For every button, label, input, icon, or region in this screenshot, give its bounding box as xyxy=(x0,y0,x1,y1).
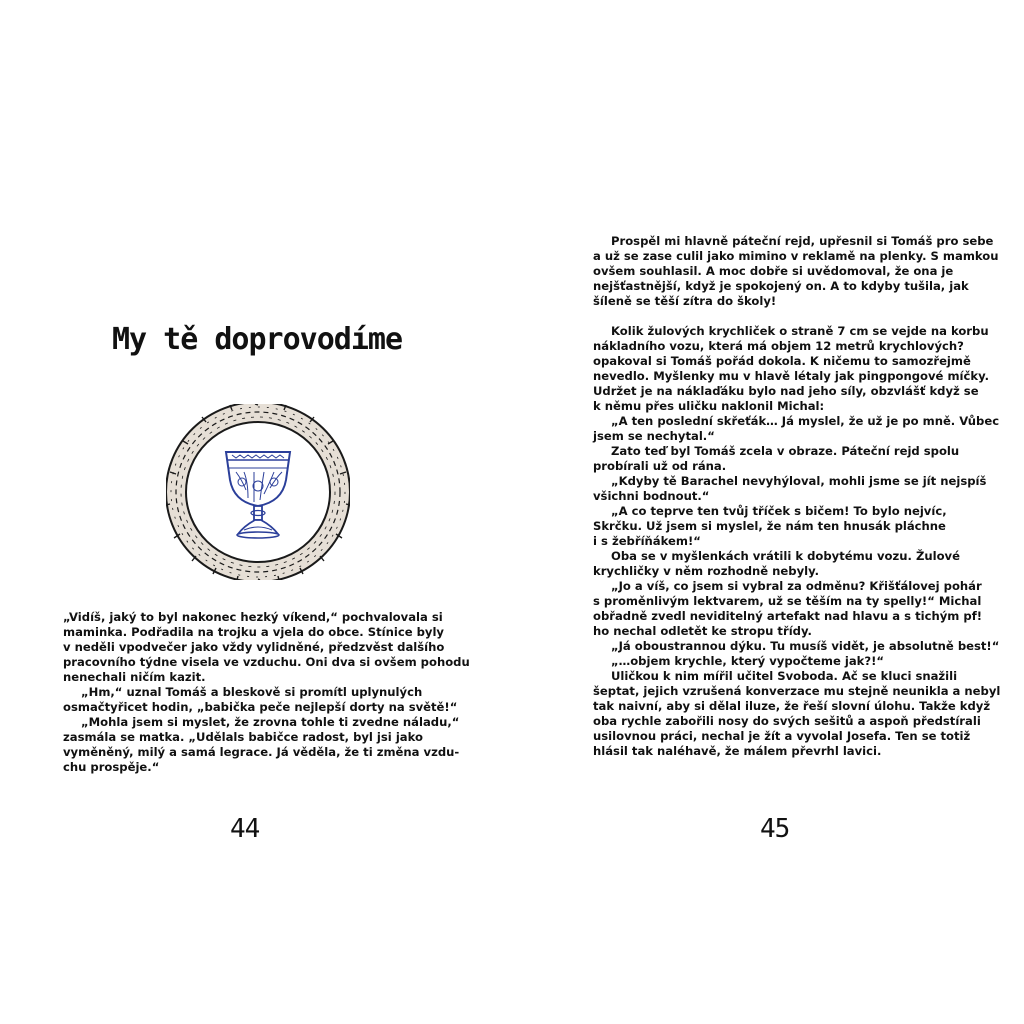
text-line: nevedlo. Myšlenky mu v hlavě létaly jak pingpongové míčky. xyxy=(593,369,989,383)
text-line: ovšem souhlasil. A moc dobře si uvědomoval, že ona je xyxy=(593,264,954,278)
text-line: nejšťastnější, když je spokojený on. A to kdyby tušila, jak xyxy=(593,279,969,293)
goblet-icon xyxy=(226,452,290,538)
text-line: šeptat, jejich vzrušená konverzace mu stejně neunikla a nebyl xyxy=(593,684,1001,698)
text-line: Udržet je na náklaďáku bylo nad jeho síly, obzvlášť když se xyxy=(593,384,979,398)
text-line: obřadně zvedl neviditelný artefakt nad hlavu a s tichým pf! xyxy=(593,609,983,623)
text-line: „Já oboustrannou dýku. Tu musíš vidět, je absolutně best!“ xyxy=(611,639,1000,653)
page-number-right: 45 xyxy=(760,814,790,844)
text-line: „Mohla jsem si myslet, že zrovna tohle ti zvedne náladu,“ xyxy=(81,715,460,729)
text-line: probírali už od rána. xyxy=(593,459,727,473)
text-line: „Kdyby tě Barachel nevyhýloval, mohli jsme se jít nejspíš xyxy=(611,474,987,488)
text-line: všichni bodnout.“ xyxy=(593,489,710,503)
text-line: „Hm,“ uznal Tomáš a bleskově si promítl uplynulých xyxy=(81,685,423,699)
page-number-left: 44 xyxy=(230,814,260,844)
text-line: maminka. Podřadila na trojku a vjela do obce. Stínice byly xyxy=(63,625,444,639)
text-line: oba rychle zabořili nosy do svých sešitů a aspoň předstírali xyxy=(593,714,981,728)
text-line: opakoval si Tomáš pořád dokola. K ničemu to samozřejmě xyxy=(593,354,971,368)
text-line: Oba se v myšlenkách vrátili k dobytému vozu. Žulové xyxy=(611,549,960,563)
text-line: „Vidíš, jaký to byl nakonec hezký víkend,“ pochvalovala si xyxy=(63,610,443,624)
left-page-text xyxy=(63,610,470,775)
text-line: hlásil tak naléhavě, že málem převrhl lavici. xyxy=(593,744,882,758)
text-line: v neděli vpodvečer jako vždy vylidněné, předzvěst dalšího xyxy=(63,640,445,654)
text-line: „…objem krychle, který vypočteme jak?!“ xyxy=(611,654,885,668)
paragraph-gap xyxy=(593,309,973,324)
text-line: nenechali ničím kazit. xyxy=(63,670,206,684)
text-line: pracovního týdne visela ve vzduchu. Oni dva si ovšem pohodu xyxy=(63,655,470,669)
text-line: „A ten poslední skřeťák… Já myslel, že už je po mně. Vůbec xyxy=(611,414,1000,428)
text-line: i s žebříňákem!“ xyxy=(593,534,701,548)
text-line: osmačtyřicet hodin, „babička peče nejlepší dorty na světě!“ xyxy=(63,700,458,714)
text-line: usilovnou práci, nechal je žít a vyvolal Josefa. Ten se totiž xyxy=(593,729,971,743)
text-line: Prospěl mi hlavně páteční rejd, upřesnil si Tomáš pro sebe xyxy=(611,234,994,248)
right-page-text xyxy=(593,234,1001,759)
text-line: nákladního vozu, která má objem 12 metrů krychlových? xyxy=(593,339,964,353)
text-line: chu prospěje.“ xyxy=(63,760,160,774)
text-line: krychličky v něm rozhodně nebyly. xyxy=(593,564,820,578)
text-line: k němu přes uličku naklonil Michal: xyxy=(593,399,825,413)
text-line: Kolik žulových krychliček o straně 7 cm se vejde na korbu xyxy=(611,324,989,338)
text-line: Zato teď byl Tomáš zcela v obraze. Páteční rejd spolu xyxy=(611,444,960,458)
text-line: tak naivní, aby si dělal iluze, že řeší slovní úlohu. Takže když xyxy=(593,699,991,713)
text-line: ho nechal odletět ke stropu třídy. xyxy=(593,624,812,638)
text-line: šíleně se těší zítra do školy! xyxy=(593,294,777,308)
text-line: Uličkou k nim mířil učitel Svoboda. Ač se kluci snažili xyxy=(611,669,958,683)
text-line: zasmála se matka. „Udělals babičce radost, byl jsi jako xyxy=(63,730,423,744)
text-line: jsem se nechytal.“ xyxy=(593,429,715,443)
text-line: Skrčku. Už jsem si myslel, že nám ten hnusák pláchne xyxy=(593,519,946,533)
goblet-in-thorn-wreath-icon xyxy=(166,404,350,580)
chapter-title: My tě doprovodíme xyxy=(112,322,403,357)
text-line: a už se zase culil jako mimino v reklamě na plenky. S mamkou xyxy=(593,249,999,263)
text-line: vyměněný, milý a samá legrace. Já věděla, že ti změna vzdu- xyxy=(63,745,460,759)
text-line: „A co teprve ten tvůj tříček s bičem! To bylo nejvíc, xyxy=(611,504,947,518)
text-line: s proměnlivým lektvarem, už se těším na ty spelly!“ Michal xyxy=(593,594,982,608)
text-line: „Jo a víš, co jsem si vybral za odměnu? Křišťálovej pohár xyxy=(611,579,982,593)
